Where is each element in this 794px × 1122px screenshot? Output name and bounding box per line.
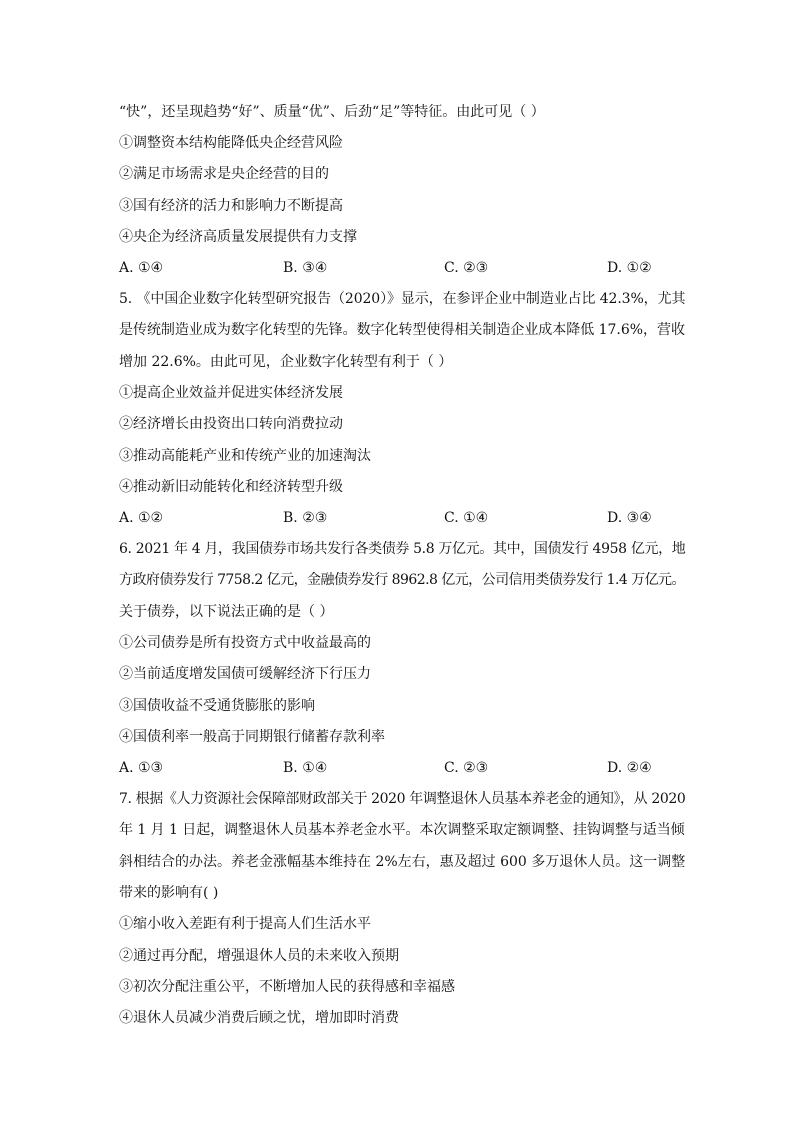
q6-stem-line-2: 方政府债券发行 7758.2 亿元，金融债券发行 8962.8 亿元，公司信用类债券发行 1.4 万亿元。 <box>119 572 685 588</box>
q6-option-a: A. ①③ <box>119 760 164 776</box>
q5-stem-line-3: 增加 22.6%。由此可见，企业数字化转型有利于（ ） <box>119 354 453 370</box>
q5-option-d: D. ③④ <box>607 510 652 526</box>
q6-item-1: ①公司债券是所有投资方式中收益最高的 <box>119 635 371 651</box>
q4-option-d: D. ①② <box>607 260 652 276</box>
q4-stem-tail: “快”，还呈现趋势“好”、质量“优”、后劲“足”等特征。由此可见（ ） <box>119 104 545 120</box>
q5-item-3: ③推动高能耗产业和传统产业的加速淘汰 <box>119 448 371 464</box>
q4-item-1: ①调整资本结构能降低央企经营风险 <box>119 135 343 151</box>
q5-option-c: C. ①④ <box>444 510 489 526</box>
q7-stem-line-1: 7. 根据《人力资源社会保障部财政部关于 2020 年调整退休人员基本养老金的通知》，从 2020 <box>119 791 686 807</box>
q7-item-1: ①缩小收入差距有利于提高人们生活水平 <box>119 916 371 932</box>
q5-stem-line-2: 是传统制造业成为数字化转型的先锋。数字化转型使得相关制造企业成本降低 17.6%，营收 <box>119 322 685 338</box>
q7-stem-line-3: 斜相结合的办法。养老金涨幅基本维持在 2%左右，惠及超过 600 多万退休人员。这一调整 <box>119 854 686 870</box>
q6-item-3: ③国债收益不受通货膨胀的影响 <box>119 698 315 714</box>
q6-item-2: ②当前适度增发国债可缓解经济下行压力 <box>119 666 371 682</box>
q5-item-4: ④推动新旧动能转化和经济转型升级 <box>119 479 343 495</box>
q5-option-b: B. ②③ <box>283 510 328 526</box>
q4-option-c: C. ②③ <box>444 260 489 276</box>
q6-stem-line-3: 关于债券，以下说法正确的是（ ） <box>119 604 334 620</box>
q5-item-1: ①提高企业效益并促进实体经济发展 <box>119 385 343 401</box>
q4-item-4: ④央企为经济高质量发展提供有力支撑 <box>119 229 357 245</box>
q4-option-b: B. ③④ <box>283 260 328 276</box>
q6-item-4: ④国债利率一般高于同期银行储蓄存款利率 <box>119 729 385 745</box>
q7-item-4: ④退休人员减少消费后顾之忧，增加即时消费 <box>119 1010 399 1026</box>
q6-option-d: D. ②④ <box>607 760 652 776</box>
q5-item-2: ②经济增长由投资出口转向消费拉动 <box>119 416 343 432</box>
q6-option-c: C. ②③ <box>444 760 489 776</box>
q7-item-2: ②通过再分配，增强退休人员的未来收入预期 <box>119 948 399 964</box>
q5-option-a: A. ①② <box>119 510 164 526</box>
q4-option-a: A. ①④ <box>119 260 164 276</box>
q6-option-b: B. ①④ <box>283 760 328 776</box>
q5-stem-line-1: 5. 《中国企业数字化转型研究报告（2020）》显示，在参评企业中制造业占比 42.3%，尤其 <box>119 291 686 307</box>
q7-stem-line-2: 年 1 月 1 日起，调整退休人员基本养老金水平。本次调整采取定额调整、挂钩调整与适当倾 <box>119 822 685 838</box>
q6-stem-line-1: 6. 2021 年 4 月，我国债券市场共发行各类债券 5.8 万亿元。其中，国债发行 4958 亿元，地 <box>119 541 686 557</box>
q4-item-2: ②满足市场需求是央企经营的目的 <box>119 166 329 182</box>
q7-stem-line-4: 带来的影响有( ) <box>119 885 219 901</box>
q4-item-3: ③国有经济的活力和影响力不断提高 <box>119 198 343 214</box>
q7-item-3: ③初次分配注重公平，不断增加人民的获得感和幸福感 <box>119 979 455 995</box>
